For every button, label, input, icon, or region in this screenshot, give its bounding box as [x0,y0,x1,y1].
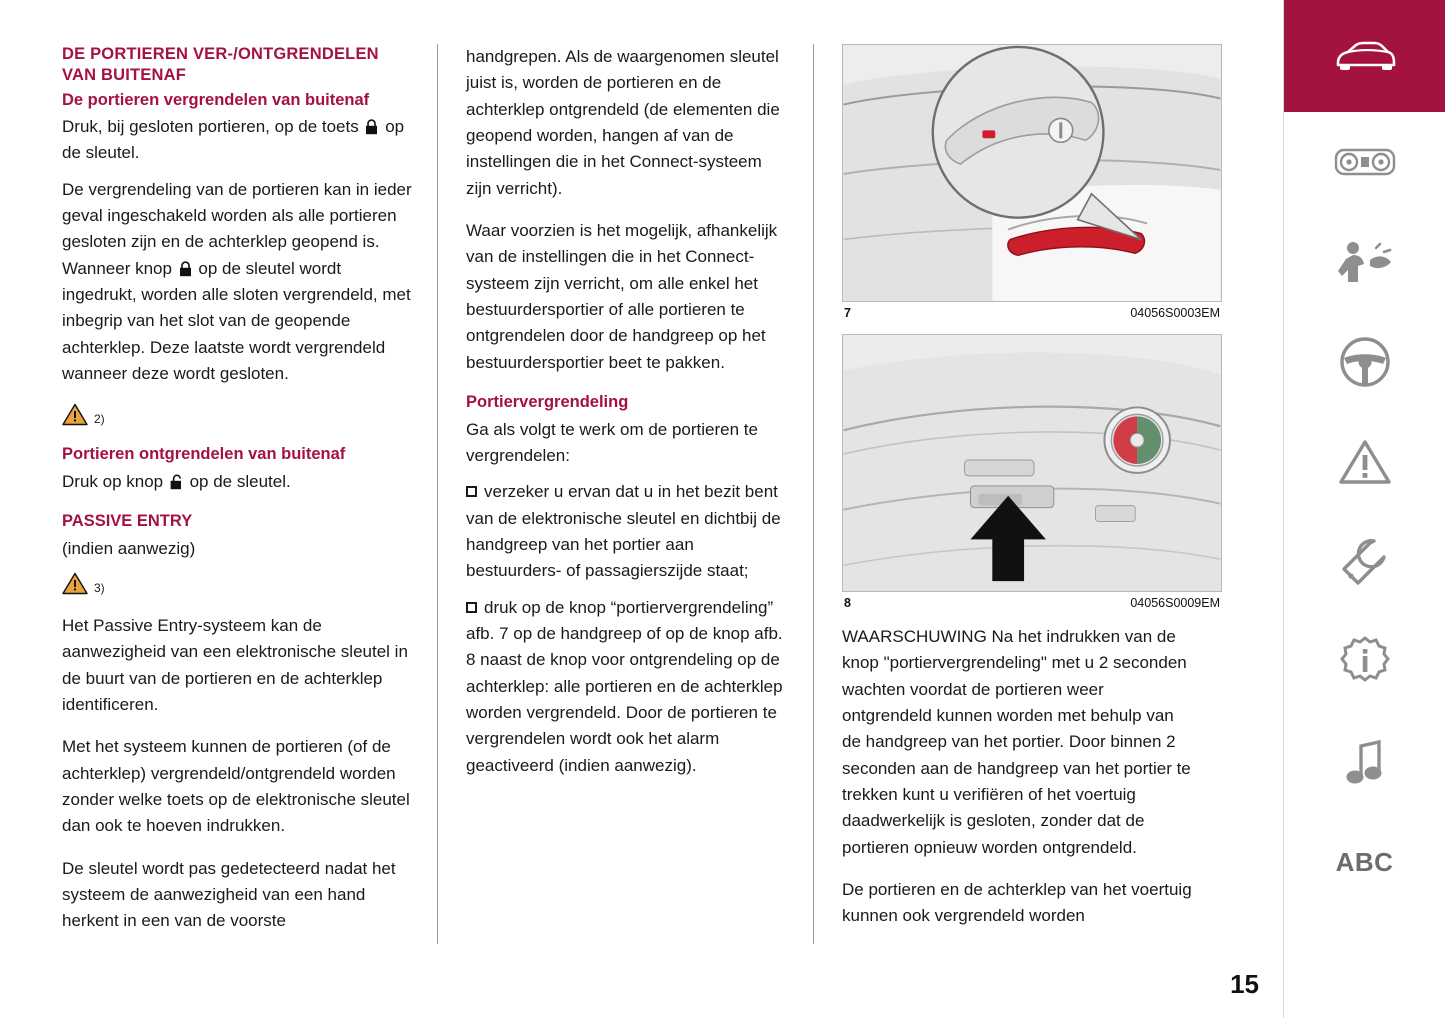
warning-triangle-icon [62,572,88,595]
figure-8-caption [842,592,1222,610]
paragraph-lock-detail [62,177,415,388]
figure-number: 7 [844,306,851,320]
warning-triangle-icon [1338,438,1392,486]
column-two [438,44,813,944]
music-note-icon [1345,738,1385,786]
paragraph-passive-entry-3: De sleutel wordt pas gedetecteerd nadat het systeem de aanwezigheid van een hand herkent in een van de voorste [62,858,396,931]
paragraph-unlock-press [62,469,415,495]
door-handle-illustration [842,44,1222,302]
column-one [62,44,437,944]
door-handle-drawing [843,45,1221,301]
sidebar-item-car[interactable] [1284,0,1445,112]
figure-8 [842,334,1222,610]
tailgate-button-illustration [842,334,1222,592]
square-bullet-icon [466,486,477,497]
paragraph-lock-press [62,114,415,167]
column-three [814,44,1220,944]
subheading-passive-entry: PASSIVE ENTRY [62,512,193,531]
list-item-text: verzeker u ervan dat u in het bezit bent van de elektronische sleutel en dichtbij de handgreep van het portier aan bestuurders- of passagierszijde staat; [466,482,781,581]
info-gear-icon [1339,636,1391,688]
list-item [466,479,791,584]
subheading-lock-from-outside: De portieren vergrendelen van buitenaf [62,90,370,109]
lock-open-icon [170,472,183,488]
square-bullet-icon [466,602,477,613]
sidebar-item-technical-info[interactable] [1284,612,1445,712]
figure-7 [842,44,1222,320]
paragraph-warning-text: WAARSCHUWING Na het indrukken van de knop "portiervergrendeling" met u 2 seconden wachten voordat de portieren weer ontgrendeld kunnen worden met behulp van de handgreep van het portier. Door binnen 2 seconden aan de handgreep van het portier te trekken kunt u verifiëren of het voertuig daadwerkelijk is gesloten, zonder dat de portieren opnieuw worden ontgrendeld. [842,627,1191,857]
car-icon [1334,39,1396,73]
paragraph-text-cont: op de sleutel wordt ingedrukt, worden alle sloten vergrendeld, met inbegrip van het slot van de geopende achterklep. Deze laatste wordt vergrendeld wanneer deze wordt gesloten. [62,258,411,384]
sidebar-item-warnings[interactable] [1284,412,1445,512]
paragraph-handles: handgrepen. Als de waargenomen sleutel juist is, worden de portieren en de achterklep ontgrendeld (de elementen die geopend worden, hangen af van de instellingen die in het Connect-systeem zijn verricht). [466,47,780,198]
warning-triangle-icon [62,403,88,426]
figure-7-caption [842,302,1222,320]
paragraph-text: De vergrendeling van de portieren kan in ieder geval ingeschakeld worden als alle portieren gesloten zijn en de achterklep geopend is. Wanneer knop [62,179,412,278]
paragraph-connect-settings: Waar voorzien is het mogelijk, afhankelijk van de instellingen die in het Connect-systeem zijn verricht, om alle enkel het bestuurdersportier of alle portieren te ontgrendelen door de handgreep op het bestuurdersportier beet te pakken. [466,221,778,372]
list-item [466,595,791,779]
paragraph-passive-entry-2: Met het systeem kunnen de portieren (of de achterklep) vergrendeld/ontgrendeld worden zonder welke toets op de elektronische sleutel dan ook te hoeven indrukken. [62,737,410,836]
paragraph-procedure-intro: Ga als volgt te werk om de portieren te vergrendelen: [466,419,758,465]
warning-reference-2 [62,403,415,426]
warning-reference-3 [62,572,415,595]
paragraph-text-cont: op de sleutel. [62,117,405,163]
section-heading: DE PORTIEREN VER-/ONTGRENDELEN VAN BUITENAF [62,45,379,84]
lock-closed-icon [365,117,378,133]
sidebar-item-multimedia[interactable] [1284,712,1445,812]
subheading-unlock-from-outside: Portieren ontgrendelen van buitenaf [62,445,346,464]
tailgate-drawing [843,335,1221,591]
paragraph-warning-cont: De portieren en de achterklep van het voertuig kunnen ook vergrendeld worden [842,880,1192,926]
chapter-sidebar [1283,0,1445,1018]
figure-number: 8 [844,596,851,610]
wrench-icon [1340,537,1390,587]
list-item-text: druk op de knop “portiervergrendeling” afb. 7 op de handgreep of op de knop afb. 8 naast de knop voor ontgrendeling op de achterklep: alle portieren en de achterklep worden vergrendeld. Door de portieren te vergrendelen wordt ook het alarm geactiveerd (indien aanwezig). [466,597,783,775]
paragraph-text-cont: op de sleutel. [189,471,291,491]
sidebar-item-safety[interactable] [1284,212,1445,312]
figure-code: 04056S0009EM [1130,596,1220,610]
steering-wheel-icon [1339,336,1391,388]
warning-note-number: 3) [94,581,105,595]
warning-note-number: 2) [94,412,105,427]
paragraph-if-present: (indien aanwezig) [62,538,196,558]
sidebar-item-driving[interactable] [1284,312,1445,412]
paragraph-passive-entry-1: Het Passive Entry-systeem kan de aanwezigheid van een elektronische sleutel in de buurt van de portieren en de achterklep identificeren. [62,616,408,715]
paragraph-text: Druk op knop [62,471,164,491]
abc-index-icon: ABC [1335,846,1394,877]
three-column-layout [0,44,1283,944]
page-number: 15 [1230,969,1259,999]
paragraph-text: Druk, bij gesloten portieren, op de toets [62,117,359,136]
sidebar-item-dashboard[interactable] [1284,112,1445,212]
sidebar-item-index[interactable] [1284,812,1445,912]
lock-closed-icon [179,259,192,275]
figure-code: 04056S0003EM [1130,306,1220,320]
dashboard-icon [1334,144,1396,180]
sidebar-item-maintenance[interactable] [1284,512,1445,612]
airbag-safety-icon [1336,240,1394,284]
subheading-door-locking: Portiervergrendeling [466,393,629,412]
